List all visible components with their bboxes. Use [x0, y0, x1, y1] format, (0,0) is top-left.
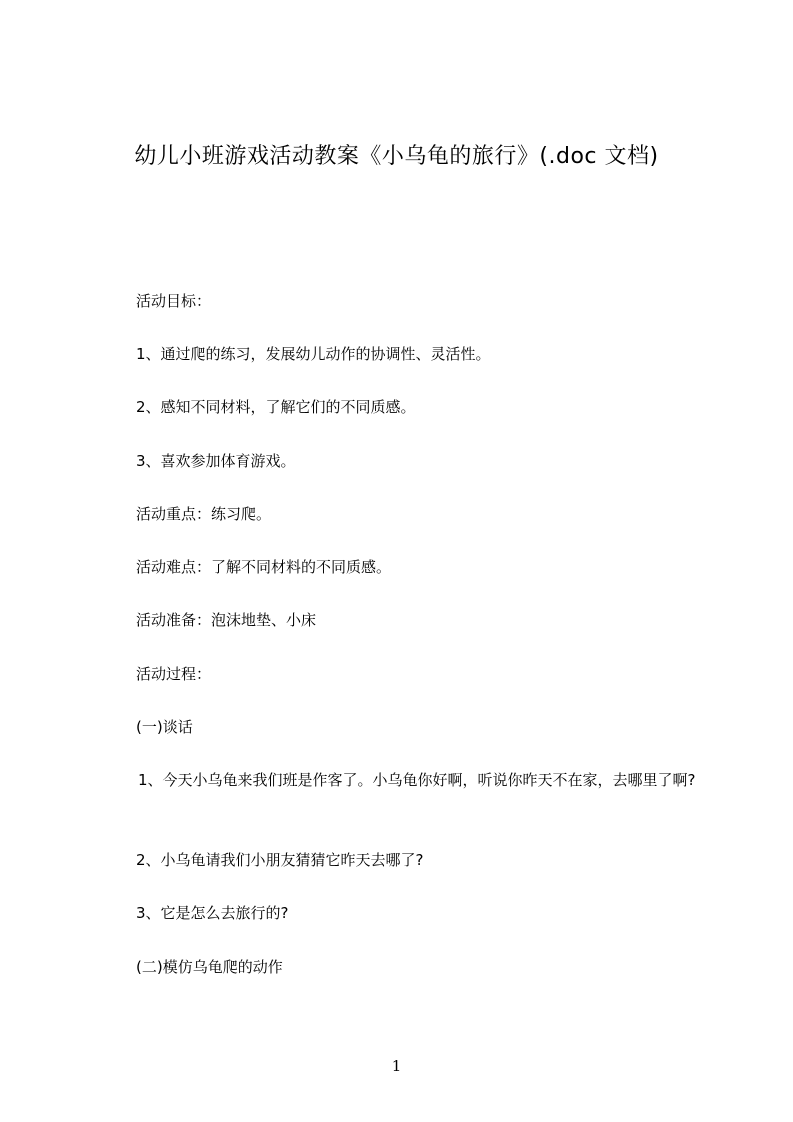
- paragraph-section-talk: (一)谈话: [136, 718, 193, 736]
- paragraph-preparation: 活动准备：泡沫地垫、小床: [136, 611, 317, 629]
- paragraph-talk-3: 3、它是怎么去旅行的?: [136, 904, 289, 922]
- paragraph-difficulty: 活动难点：了解不同材料的不同质感。: [136, 558, 392, 576]
- document-title: 幼儿小班游戏活动教案《小乌龟的旅行》(.doc 文档): [134, 144, 659, 169]
- paragraph-section-imitate: (二)模仿乌龟爬的动作: [136, 958, 283, 976]
- paragraph-goal-3: 3、喜欢参加体育游戏。: [136, 452, 296, 470]
- paragraph-talk-2: 2、小乌龟请我们小朋友猜猜它昨天去哪了?: [136, 851, 424, 869]
- paragraph-goal-2: 2、感知不同材料，了解它们的不同质感。: [136, 398, 416, 416]
- paragraph-key-point: 活动重点：练习爬。: [136, 505, 272, 523]
- page-number: 1: [391, 1057, 402, 1075]
- paragraph-goal-1: 1、通过爬的练习，发展幼儿动作的协调性、灵活性。: [136, 345, 491, 363]
- paragraph-talk-1: 1、今天小乌龟来我们班是作客了。小乌龟你好啊，听说你昨天不在家，去哪里了啊?: [138, 771, 696, 789]
- paragraph-activity-goals: 活动目标：: [136, 292, 212, 310]
- paragraph-process: 活动过程：: [136, 665, 212, 683]
